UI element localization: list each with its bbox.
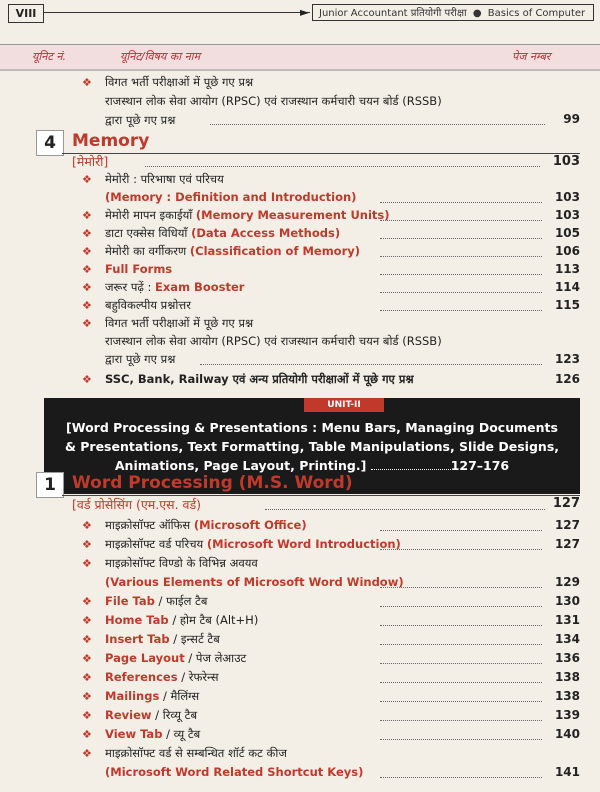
entry-english: References	[105, 670, 178, 684]
entry-english: Exam Booster	[155, 280, 245, 294]
diamond-bullet-icon: ❖	[82, 709, 92, 722]
dot-leader	[380, 682, 542, 683]
dot-leader	[380, 720, 542, 721]
diamond-bullet-icon: ❖	[82, 690, 92, 703]
page-ref: 103	[554, 190, 580, 204]
diamond-bullet-icon: ❖	[82, 671, 92, 684]
dot-leader	[210, 124, 545, 125]
toc-entry-text	[105, 518, 307, 533]
dot-leader	[380, 663, 542, 664]
chapter-page: 127	[552, 496, 580, 511]
page-ref: 138	[554, 689, 580, 703]
toc-entry-text	[105, 190, 356, 204]
page-ref: 129	[554, 575, 580, 589]
diamond-bullet-icon: ❖	[82, 317, 92, 330]
toc-entry-text	[105, 226, 340, 241]
page-ref: 134	[554, 632, 580, 646]
chapter-title: Memory	[72, 131, 150, 151]
page-ref: 126	[554, 372, 580, 386]
toc-entry-text	[105, 613, 258, 628]
toc-entry-text	[105, 727, 200, 742]
entry-hindi: मेमोरी : परिभाषा एवं परिचय	[105, 172, 224, 186]
entry-english: Home Tab	[105, 613, 169, 627]
dot-leader	[380, 777, 542, 778]
entry-hindi: / मैलिंग्स	[159, 689, 200, 703]
diamond-bullet-icon: ❖	[82, 519, 92, 532]
dot-leader	[380, 625, 542, 626]
toc-entry-text: विगत भर्ती परीक्षाओं में पूछे गए प्रश्न	[105, 75, 254, 89]
toc-entry-text	[105, 708, 197, 723]
page-ref: 99	[563, 112, 580, 126]
entry-english: (Classification of Memory)	[189, 244, 361, 258]
diamond-bullet-icon: ❖	[82, 633, 92, 646]
toc-entry-text: राजस्थान लोक सेवा आयोग (RPSC) एवं राजस्थान कर्मचारी चयन बोर्ड (RSSB)	[105, 94, 442, 108]
dot-leader	[380, 739, 542, 740]
toc-entry-text	[105, 575, 404, 589]
toc-entry-text	[105, 298, 191, 313]
page-ref: 136	[554, 651, 580, 665]
entry-hindi: माइक्रोसॉफ्ट विण्डो के विभिन्न अवयव	[105, 556, 258, 570]
page-ref: 106	[554, 244, 580, 258]
dot-leader	[380, 256, 542, 257]
dot-leader	[380, 701, 542, 702]
col-page-no: पेज नम्बर	[512, 50, 551, 63]
chapter-hindi-title: [मेमोरी]	[72, 154, 109, 169]
entry-hindi: मेमोरी मापन इकाईयाँ	[105, 208, 196, 222]
diamond-bullet-icon: ❖	[82, 652, 92, 665]
header-rule	[44, 12, 310, 13]
entry-english: (Microsoft Office)	[193, 518, 307, 532]
toc-entry-text: द्वारा पूछे गए प्रश्न	[105, 352, 176, 366]
dot-leader	[380, 549, 542, 550]
toc-entry-text	[105, 556, 258, 571]
toc-entry-text	[105, 670, 219, 685]
arrow-icon: ►	[300, 5, 310, 19]
diamond-bullet-icon: ❖	[82, 299, 92, 312]
entry-english: (Microsoft Word Related Shortcut Keys)	[105, 765, 364, 779]
dot-leader	[380, 310, 542, 311]
bullet-icon: ●	[472, 8, 482, 19]
dot-leader	[380, 202, 542, 203]
dot-leader	[145, 166, 540, 167]
diamond-bullet-icon: ❖	[82, 538, 92, 551]
entry-english: Review	[105, 708, 152, 722]
entry-hindi: / होम टैब (Alt+H)	[168, 613, 259, 627]
dot-leader	[380, 606, 542, 607]
entry-english: Full Forms	[105, 262, 173, 276]
toc-entry-text	[105, 262, 172, 276]
col-unit-no: यूनिट नं.	[32, 50, 66, 63]
toc-entry-text	[105, 280, 244, 295]
diamond-bullet-icon: ❖	[82, 373, 92, 386]
page-ref: 123	[554, 352, 580, 366]
page-ref: 127	[554, 518, 580, 532]
toc-entry-text: SSC, Bank, Railway एवं अन्य प्रतियोगी परीक्षाओं में पूछे गए प्रश्न	[105, 372, 414, 386]
toc-entry-text	[105, 746, 287, 761]
chapter-rule	[62, 153, 580, 154]
subject-title: Basics of Computer	[487, 8, 586, 19]
page-ref: 130	[554, 594, 580, 608]
exam-title: Junior Accountant प्रतियोगी परीक्षा	[319, 8, 467, 19]
col-unit-subject: यूनिट/विषय का नाम	[120, 50, 201, 63]
page-ref: 131	[554, 613, 580, 627]
dot-leader	[380, 220, 542, 221]
entry-hindi: / रिव्यू टैब	[151, 708, 198, 722]
page-ref: 141	[554, 765, 580, 779]
entry-english: File Tab	[105, 594, 155, 608]
page-ref: 139	[554, 708, 580, 722]
chapter-title: Word Processing (M.S. Word)	[72, 473, 353, 493]
entry-hindi: माइक्रोसॉफ्ट वर्ड से सम्बन्धित शॉर्ट कट कीज	[105, 746, 287, 760]
entry-hindi: बहुविकल्पीय प्रश्नोत्तर	[105, 298, 191, 312]
page-ref: 114	[554, 280, 580, 294]
entry-english: Mailings	[105, 689, 160, 703]
unit-line: & Presentations, Text Formatting, Table Manipulations, Slide Designs,	[64, 439, 560, 454]
entry-english: (Memory : Definition and Introduction)	[105, 190, 357, 204]
chapter-number: 4	[36, 130, 64, 156]
page-ref: 138	[554, 670, 580, 684]
dot-leader	[380, 587, 542, 588]
page-number: VIII	[8, 4, 44, 23]
page-ref: 127	[554, 537, 580, 551]
unit-tag: UNIT-II	[304, 398, 384, 412]
entry-english: (Various Elements of Microsoft Word Window)	[105, 575, 404, 589]
dot-leader	[380, 530, 542, 531]
entry-hindi: जरूर पढ़ें :	[105, 280, 156, 294]
toc-entry-text	[105, 244, 360, 259]
unit-line: Animations, Page Layout, Printing.]	[114, 458, 371, 473]
entry-english: (Data Access Methods)	[191, 226, 341, 240]
toc-entry-text: राजस्थान लोक सेवा आयोग (RPSC) एवं राजस्थान कर्मचारी चयन बोर्ड (RSSB)	[105, 334, 442, 348]
dot-leader	[200, 364, 542, 365]
toc-entry-text	[105, 537, 401, 552]
dot-leader	[265, 509, 545, 510]
page-ref: 115	[554, 298, 580, 312]
page-ref: 105	[554, 226, 580, 240]
column-header	[0, 44, 600, 71]
diamond-bullet-icon: ❖	[82, 614, 92, 627]
header-title-box	[312, 4, 594, 21]
entry-hindi: / पेज लेआउट	[184, 651, 247, 665]
chapter-page: 103	[552, 154, 580, 169]
toc-entry-text	[105, 765, 363, 779]
toc-entry-text	[105, 632, 220, 647]
page-ref: 113	[554, 262, 580, 276]
page-ref: 103	[554, 208, 580, 222]
chapter-number: 1	[36, 472, 64, 498]
page-header	[0, 0, 600, 26]
diamond-bullet-icon: ❖	[82, 209, 92, 222]
diamond-bullet-icon: ❖	[82, 595, 92, 608]
chapter-hindi-title: [वर्ड प्रोसेसिंग (एम.एस. वर्ड)	[72, 497, 202, 512]
entry-hindi: / व्यू टैब	[162, 727, 201, 741]
entry-english: Insert Tab	[105, 632, 170, 646]
entry-hindi: / रेफरेन्स	[177, 670, 219, 684]
entry-english: (Memory Measurement Units)	[195, 208, 390, 222]
diamond-bullet-icon: ❖	[82, 263, 92, 276]
toc-entry-text	[105, 651, 246, 666]
diamond-bullet-icon: ❖	[82, 557, 92, 570]
entry-hindi: / फाईल टैब	[154, 594, 208, 608]
entry-hindi: माइक्रोसॉफ्ट ऑफिस	[105, 518, 194, 532]
diamond-bullet-icon: ❖	[82, 281, 92, 294]
entry-english: View Tab	[105, 727, 163, 741]
diamond-bullet-icon: ❖	[82, 227, 92, 240]
entry-english: (Microsoft Word Introduction)	[206, 537, 401, 551]
toc-entry-text	[105, 208, 390, 223]
diamond-bullet-icon: ❖	[82, 173, 92, 186]
dot-leader	[380, 292, 542, 293]
entry-english: Page Layout	[105, 651, 185, 665]
toc-entry-text	[105, 172, 224, 187]
toc-entry-text: द्वारा पूछे गए प्रश्न	[105, 113, 176, 127]
toc-entry-text	[105, 689, 199, 704]
unit-pages: 127–176	[450, 458, 510, 473]
diamond-bullet-icon: ❖	[82, 747, 92, 760]
entry-hindi: डाटा एक्सेस विधियाँ	[105, 226, 192, 240]
diamond-bullet-icon: ❖	[82, 728, 92, 741]
entry-hindi: माइक्रोसॉफ्ट वर्ड परिचय	[105, 537, 207, 551]
page-ref: 140	[554, 727, 580, 741]
dot-leader	[380, 238, 542, 239]
toc-entry-text	[105, 594, 207, 609]
entry-hindi: / इन्सर्ट टैब	[169, 632, 220, 646]
diamond-bullet-icon: ❖	[82, 245, 92, 258]
unit-line: [Word Processing & Presentations : Menu Bars, Managing Documents	[66, 420, 558, 435]
diamond-bullet-icon: ❖	[82, 76, 92, 89]
entry-hindi: मेमोरी का वर्गीकरण	[105, 244, 190, 258]
dot-leader	[380, 644, 542, 645]
dot-leader	[380, 274, 542, 275]
toc-entry-text: विगत भर्ती परीक्षाओं में पूछे गए प्रश्न	[105, 316, 254, 330]
